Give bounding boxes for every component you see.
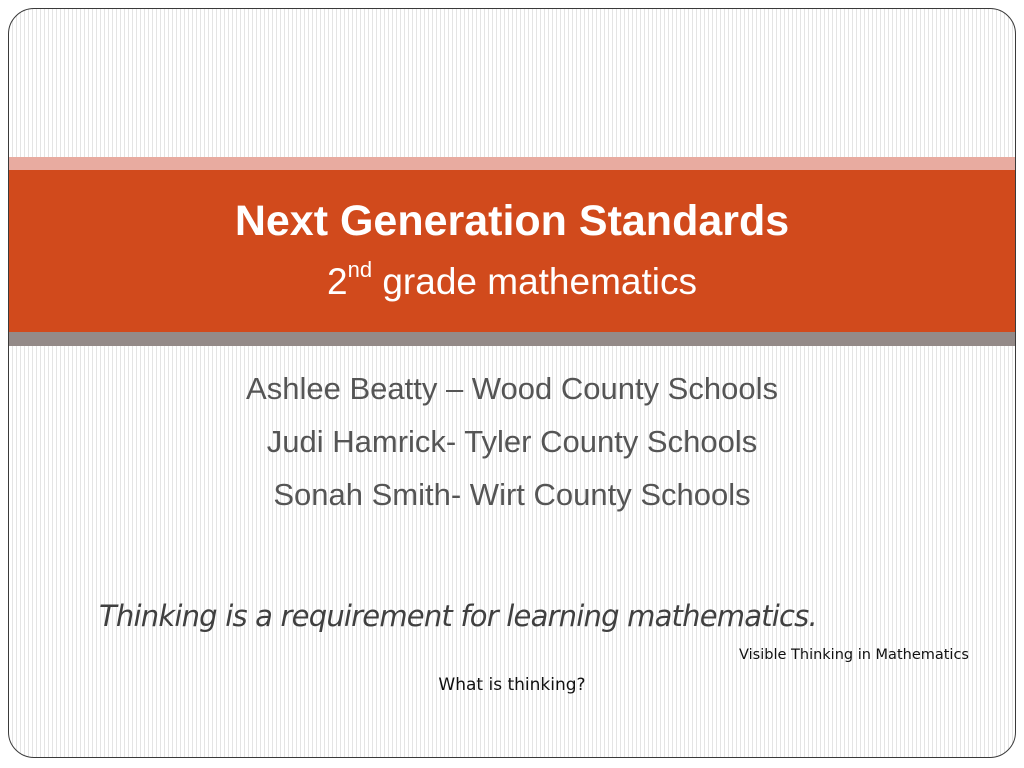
- slide: [8, 8, 1016, 758]
- subtitle-number: 2: [327, 261, 348, 302]
- slide-title: Next Generation Standards: [234, 197, 790, 245]
- question-text: What is thinking?: [438, 675, 586, 695]
- slide-subtitle: [9, 256, 1015, 303]
- author-list: [9, 367, 1015, 526]
- quote-text: Thinking is a requirement for learning mathematics.: [99, 599, 817, 633]
- author-line: Judi Hamrick- Tyler County Schools: [266, 424, 758, 459]
- title-bottom-accent-bar: [9, 332, 1015, 346]
- title-top-accent-bar: [9, 157, 1015, 170]
- subtitle-text: grade mathematics: [372, 261, 697, 302]
- author-line: Ashlee Beatty – Wood County Schools: [246, 371, 778, 406]
- title-band: [9, 170, 1015, 332]
- author-line: Sonah Smith- Wirt County Schools: [273, 477, 751, 512]
- subtitle-superscript: nd: [347, 256, 373, 282]
- quote-attribution: Visible Thinking in Mathematics: [739, 647, 969, 663]
